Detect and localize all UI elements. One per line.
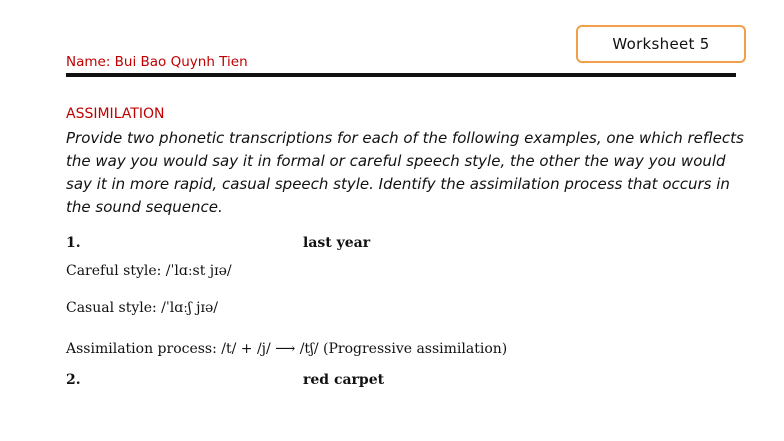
section-title: ASSIMILATION: [66, 106, 165, 122]
item-2-word: red carpet: [303, 372, 385, 388]
item-1-casual-style: Casual style: /ˈlɑːʃ jɪə/: [66, 300, 218, 316]
item-1-careful-style: Careful style: /ˈlɑːst jɪə/: [66, 263, 232, 279]
item-1-number: 1.: [66, 235, 81, 251]
student-name: Name: Bui Bao Quynh Tien: [66, 54, 248, 70]
instructions-text: Provide two phonetic transcriptions for each of the following examples, one which reflects the way you would say it in formal or careful speech style, the other the way you would say it in more rapid, casual speech style. Identify the assimilation process that occurs in the sound sequence.: [66, 129, 744, 216]
worksheet-badge: Worksheet 5: [576, 25, 746, 63]
header-divider: [66, 73, 736, 77]
item-1-word: last year: [303, 235, 371, 251]
item-1-assimilation-process: Assimilation process: /t/ + /j/ ⟶ /tʃ/ (Progressive assimilation): [66, 341, 508, 357]
item-2-number: 2.: [66, 372, 81, 388]
